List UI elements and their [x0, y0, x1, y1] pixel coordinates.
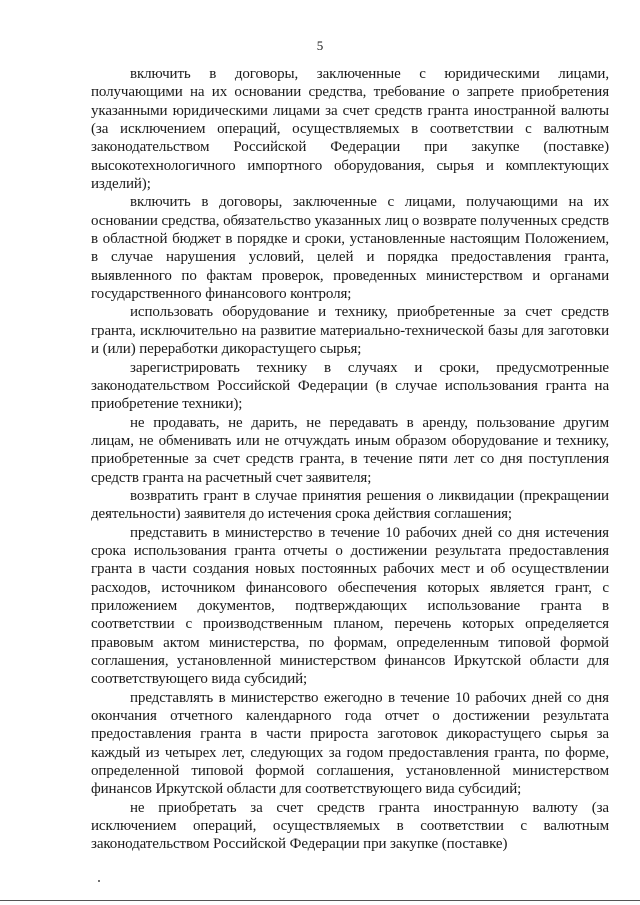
- paragraph: включить в договоры, заключенные с юридическими лицами, получающими на их основании средства, требование о запрете приобретения указанными юридическими лицами за счет средств гранта иностранной валюты (за исключением операций, осуществляемых в соответствии с валютным законодательством Российской Федерации при закупке (поставке) высокотехнологичного импортного оборудования, сырья и комплектующих изделий);: [91, 66, 609, 193]
- page-bottom-edge: [0, 900, 640, 901]
- document-body: [91, 65, 609, 854]
- paragraph: зарегистрировать технику в случаях и сроки, предусмотренные законодательством Российской Федерации (в случае использования гранта на приобретение техники);: [91, 359, 609, 413]
- scan-speck: [98, 880, 100, 882]
- paragraph: включить в договоры, заключенные с лицами, получающими на их основании средства, обязательство указанных лиц о возврате полученных средств в областной бюджет в порядке и сроки, установленные настоящим Положением, в случае нарушения условий, целей и порядка предоставления гранта, выявленного по фактам проверок, проведенных министерством и органами государственного финансового контроля;: [91, 194, 609, 303]
- paragraph: не продавать, не дарить, не передавать в аренду, пользование другим лицам, не обменивать или не отчуждать иным образом оборудование и технику, приобретенные за счет средств гранта, в течение пяти лет со дня поступления средств гранта на расчетный счет заявителя;: [91, 414, 609, 486]
- paragraph: использовать оборудование и технику, приобретенные за счет средств гранта, исключительно на развитие материально-технической базы для заготовки и (или) переработки дикорастущего сырья;: [91, 304, 609, 358]
- paragraph: представить в министерство в течение 10 рабочих дней со дня истечения срока использования гранта отчеты о достижении результата предоставления гранта в части создания новых постоянных рабочих мест и об осуществлении расходов, источником финансового обеспечения которых является грант, с приложением документов, подтверждающих использование гранта в соответствии с производственным планом, перечень которых определяется правовым актом министерства, по формам, определенным типовой формой соглашения, установленной министерством финансов Иркутской области для соответствующего вида субсидий;: [91, 524, 609, 688]
- paragraph: представлять в министерство ежегодно в течение 10 рабочих дней со дня окончания отчетного календарного года отчет о достижении результата предоставления гранта в части прироста заготовок дикорастущего сырья за каждый из четырех лет, следующих за годом предоставления гранта, по форме, определенной типовой формой соглашения, установленной министерством финансов Иркутской области для соответствующего вида субсидий;: [91, 689, 609, 798]
- paragraph: не приобретать за счет средств гранта иностранную валюту (за исключением операций, осуществляемых в соответствии с валютным законодательством Российской Федерации при закупке (поставке): [91, 799, 609, 853]
- paragraph: возвратить грант в случае принятия решения о ликвидации (прекращении деятельности) заявителя до истечения срока действия соглашения;: [91, 487, 609, 523]
- page-number: 5: [316, 38, 324, 53]
